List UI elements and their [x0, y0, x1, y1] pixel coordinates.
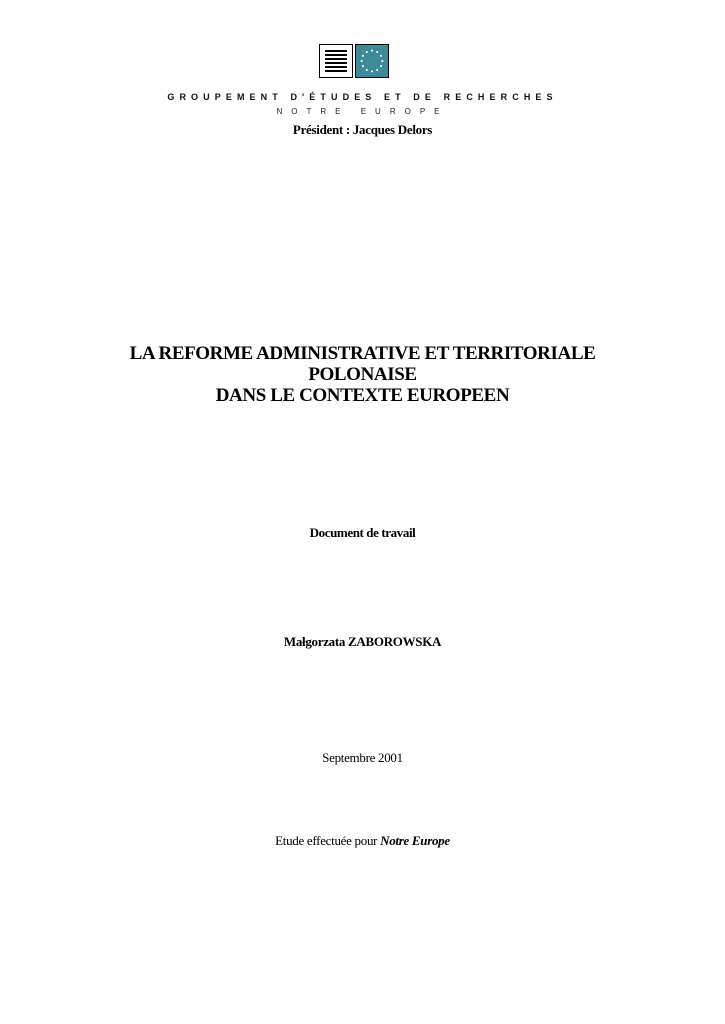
document-lines-icon	[319, 44, 353, 78]
document-type: Document de travail	[309, 525, 416, 540]
eu-star	[362, 55, 364, 57]
study-credit-prefix: Etude effectuée pour	[275, 833, 381, 848]
org-name: GROUPEMENT D'ÉTUDES ET DE RECHERCHES	[167, 92, 558, 102]
org-subtitle: NOTRE EUROPE	[276, 107, 449, 116]
eu-star	[366, 51, 368, 53]
eu-star	[380, 65, 382, 67]
document-title	[0, 343, 725, 406]
eu-star	[376, 51, 378, 53]
president-line: Président : Jacques Delors	[292, 122, 433, 137]
notre-europe-logo	[319, 44, 393, 80]
eu-star	[371, 70, 373, 72]
eu-star	[376, 69, 378, 71]
eu-star	[371, 50, 373, 52]
eu-star	[362, 65, 364, 67]
title-line: DANS LE CONTEXTE EUROPEEN	[215, 385, 510, 406]
title-line: LA REFORME ADMINISTRATIVE ET TERRITORIALE	[129, 343, 596, 364]
publication-date: Septembre 2001	[322, 750, 403, 765]
study-credit-name: Notre Europe	[380, 833, 450, 848]
eu-star	[380, 55, 382, 57]
eu-stars-icon	[355, 44, 389, 78]
title-line: POLONAISE	[308, 364, 417, 385]
eu-star	[366, 69, 368, 71]
eu-star	[361, 60, 363, 62]
study-credit	[0, 833, 725, 849]
eu-star	[381, 60, 383, 62]
author-name: Małgorzata ZABOROWSKA	[283, 634, 442, 649]
